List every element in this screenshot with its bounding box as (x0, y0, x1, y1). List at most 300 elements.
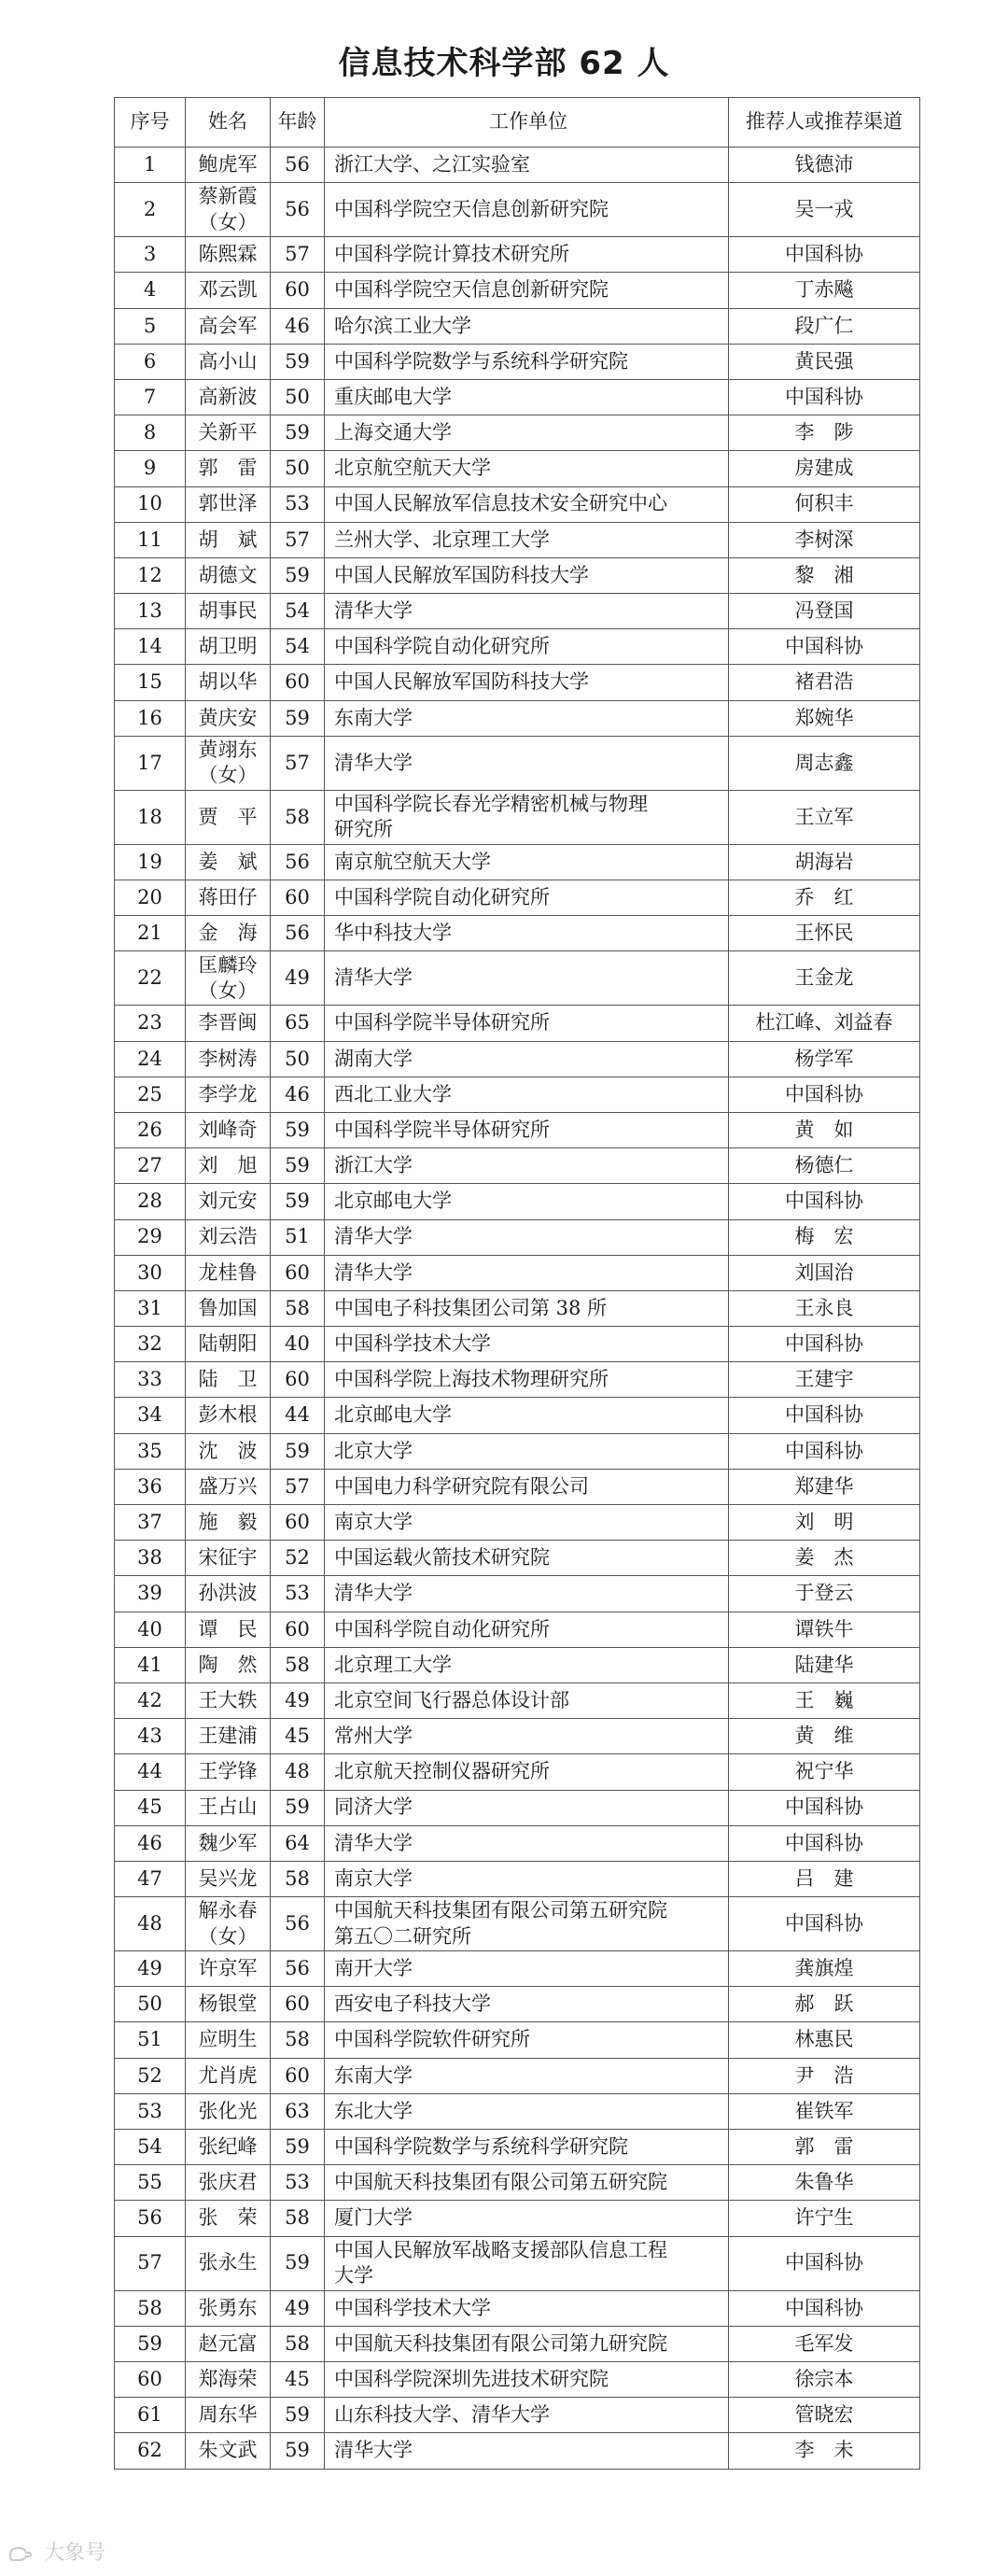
row-serial-number: 58 (115, 2290, 186, 2326)
table-row (115, 379, 920, 415)
row-serial-number: 13 (115, 594, 186, 629)
row-work-unit: 东南大学 (325, 2058, 729, 2093)
row-name: 邓云凯 (186, 273, 271, 308)
row-serial-number: 45 (115, 1790, 186, 1825)
row-name: 李树涛 (186, 1041, 271, 1077)
row-name: 刘峰奇 (186, 1112, 271, 1147)
row-work-unit: 厦门大学 (325, 2201, 729, 2236)
row-serial-number: 53 (115, 2093, 186, 2129)
row-serial-number: 35 (115, 1433, 186, 1469)
table-row (115, 629, 920, 665)
row-work-unit: 中国人民解放军国防科技大学 (325, 557, 729, 593)
row-name: 许京军 (186, 1951, 271, 1987)
row-serial-number: 12 (115, 557, 186, 593)
table-row (115, 148, 920, 183)
row-name: 孙洪波 (186, 1576, 271, 1612)
row-recommender: 褚君浩 (729, 665, 920, 700)
row-work-unit: 东南大学 (325, 700, 729, 736)
row-age: 45 (271, 1719, 325, 1754)
row-age: 57 (271, 237, 325, 273)
row-work-unit: 北京航天控制仪器研究所 (325, 1754, 729, 1790)
row-age: 54 (271, 594, 325, 629)
row-age: 59 (271, 1148, 325, 1184)
row-age: 49 (271, 951, 325, 1006)
row-name: 蔡新霞 （女） (186, 183, 271, 237)
row-age: 58 (271, 1290, 325, 1326)
row-recommender: 郝 跃 (729, 1987, 920, 2022)
row-name: 刘元安 (186, 1184, 271, 1219)
row-name: 贾 平 (186, 790, 271, 844)
row-name: 刘 旭 (186, 1148, 271, 1184)
row-work-unit: 中国科学院深圳先进技术研究院 (325, 2361, 729, 2397)
row-age: 58 (271, 1647, 325, 1682)
table-row (115, 2290, 920, 2326)
row-name: 王占山 (186, 1790, 271, 1825)
row-name: 解永春 （女） (186, 1897, 271, 1951)
row-recommender: 尹 浩 (729, 2058, 920, 2093)
row-recommender: 李树深 (729, 522, 920, 557)
row-name: 张永生 (186, 2236, 271, 2290)
table-row (115, 415, 920, 451)
row-name: 龙桂鲁 (186, 1255, 271, 1290)
row-serial-number: 54 (115, 2130, 186, 2165)
row-serial-number: 8 (115, 415, 186, 451)
row-recommender: 杜江峰、刘益春 (729, 1006, 920, 1041)
row-age: 49 (271, 2290, 325, 2326)
row-work-unit: 中国运载火箭技术研究院 (325, 1541, 729, 1576)
row-work-unit: 北京邮电大学 (325, 1184, 729, 1219)
header-age: 年龄 (271, 98, 325, 148)
row-recommender: 龚旗煌 (729, 1951, 920, 1987)
row-age: 60 (271, 665, 325, 700)
row-recommender: 中国科协 (729, 1327, 920, 1362)
row-name: 尤肖虎 (186, 2058, 271, 2093)
row-serial-number: 40 (115, 1612, 186, 1647)
row-serial-number: 29 (115, 1219, 186, 1255)
table-row (115, 844, 920, 880)
row-age: 60 (271, 1505, 325, 1541)
row-recommender: 梅 宏 (729, 1219, 920, 1255)
row-recommender: 中国科协 (729, 1897, 920, 1951)
row-age: 59 (271, 2398, 325, 2433)
row-serial-number: 39 (115, 1576, 186, 1612)
row-recommender: 毛军发 (729, 2326, 920, 2361)
row-serial-number: 16 (115, 700, 186, 736)
row-age: 46 (271, 1077, 325, 1112)
table-row (115, 237, 920, 273)
row-work-unit: 北京航空航天大学 (325, 451, 729, 486)
row-recommender: 王怀民 (729, 916, 920, 951)
row-work-unit: 北京空间飞行器总体设计部 (325, 1682, 729, 1718)
row-recommender: 姜 杰 (729, 1541, 920, 1576)
row-work-unit: 南京大学 (325, 1505, 729, 1541)
row-age: 60 (271, 2058, 325, 2093)
row-age: 57 (271, 736, 325, 790)
row-serial-number: 50 (115, 1987, 186, 2022)
table-row (115, 183, 920, 237)
row-work-unit: 常州大学 (325, 1719, 729, 1754)
row-recommender: 朱鲁华 (729, 2165, 920, 2201)
row-age: 58 (271, 1861, 325, 1896)
row-work-unit: 重庆邮电大学 (325, 379, 729, 415)
row-recommender: 中国科协 (729, 1398, 920, 1433)
row-name: 王学锋 (186, 1754, 271, 1790)
row-serial-number: 21 (115, 916, 186, 951)
row-age: 57 (271, 1469, 325, 1504)
row-serial-number: 61 (115, 2398, 186, 2433)
row-work-unit: 中国电力科学研究院有限公司 (325, 1469, 729, 1504)
row-name: 吴兴龙 (186, 1861, 271, 1896)
row-age: 64 (271, 1825, 325, 1861)
table-row (115, 1041, 920, 1077)
row-serial-number: 33 (115, 1362, 186, 1398)
row-name: 盛万兴 (186, 1469, 271, 1504)
row-work-unit: 西北工业大学 (325, 1077, 729, 1112)
row-serial-number: 22 (115, 951, 186, 1006)
row-recommender: 王建宇 (729, 1362, 920, 1398)
row-recommender: 王立军 (729, 790, 920, 844)
row-work-unit: 中国科学院长春光学精密机械与物理 研究所 (325, 790, 729, 844)
table-row (115, 2398, 920, 2433)
row-age: 56 (271, 916, 325, 951)
table-row (115, 2130, 920, 2165)
row-name: 陈熙霖 (186, 237, 271, 273)
row-recommender: 中国科协 (729, 629, 920, 665)
row-age: 60 (271, 1612, 325, 1647)
row-serial-number: 51 (115, 2022, 186, 2058)
row-work-unit: 浙江大学、之江实验室 (325, 148, 729, 183)
row-serial-number: 1 (115, 148, 186, 183)
row-age: 49 (271, 1682, 325, 1718)
table-row (115, 2361, 920, 2397)
table-row (115, 522, 920, 557)
row-serial-number: 20 (115, 880, 186, 916)
table-row (115, 1719, 920, 1754)
row-work-unit: 中国人民解放军信息技术安全研究中心 (325, 486, 729, 522)
row-serial-number: 10 (115, 486, 186, 522)
row-age: 53 (271, 1576, 325, 1612)
elephant-logo-icon (7, 2543, 34, 2564)
row-recommender: 王永良 (729, 1290, 920, 1326)
row-work-unit: 中国电子科技集团公司第 38 所 (325, 1290, 729, 1326)
row-work-unit: 南京大学 (325, 1861, 729, 1896)
row-recommender: 祝宁华 (729, 1754, 920, 1790)
row-work-unit: 中国科学院自动化研究所 (325, 1612, 729, 1647)
row-work-unit: 北京邮电大学 (325, 1398, 729, 1433)
table-row (115, 2093, 920, 2129)
row-work-unit: 中国人民解放军国防科技大学 (325, 665, 729, 700)
row-recommender: 黎 湘 (729, 557, 920, 593)
row-serial-number: 4 (115, 273, 186, 308)
row-work-unit: 中国科学院半导体研究所 (325, 1006, 729, 1041)
table-row (115, 2201, 920, 2236)
row-age: 59 (271, 344, 325, 379)
row-age: 52 (271, 1541, 325, 1576)
row-age: 59 (271, 2433, 325, 2469)
row-name: 鲍虎军 (186, 148, 271, 183)
row-serial-number: 37 (115, 1505, 186, 1541)
row-age: 50 (271, 451, 325, 486)
row-name: 张纪峰 (186, 2130, 271, 2165)
row-serial-number: 5 (115, 308, 186, 344)
table-row (115, 1148, 920, 1184)
row-recommender: 中国科协 (729, 1825, 920, 1861)
row-name: 张 荣 (186, 2201, 271, 2236)
row-serial-number: 59 (115, 2326, 186, 2361)
row-serial-number: 47 (115, 1861, 186, 1896)
row-serial-number: 19 (115, 844, 186, 880)
table-row (115, 1647, 920, 1682)
table-row (115, 273, 920, 308)
row-name: 高小山 (186, 344, 271, 379)
row-serial-number: 52 (115, 2058, 186, 2093)
row-name: 朱文武 (186, 2433, 271, 2469)
row-serial-number: 49 (115, 1951, 186, 1987)
row-age: 59 (271, 700, 325, 736)
row-name: 沈 波 (186, 1433, 271, 1469)
row-age: 65 (271, 1006, 325, 1041)
row-recommender: 郑建华 (729, 1469, 920, 1504)
row-age: 59 (271, 1433, 325, 1469)
table-row (115, 344, 920, 379)
row-serial-number: 7 (115, 379, 186, 415)
row-serial-number: 25 (115, 1077, 186, 1112)
row-work-unit: 中国科学院自动化研究所 (325, 880, 729, 916)
row-work-unit: 中国科学技术大学 (325, 2290, 729, 2326)
row-work-unit: 湖南大学 (325, 1041, 729, 1077)
header-recommender: 推荐人或推荐渠道 (729, 98, 920, 148)
row-name: 高新波 (186, 379, 271, 415)
row-name: 张勇东 (186, 2290, 271, 2326)
row-recommender: 黄民强 (729, 344, 920, 379)
table-row (115, 700, 920, 736)
row-work-unit: 兰州大学、北京理工大学 (325, 522, 729, 557)
row-recommender: 吕 建 (729, 1861, 920, 1896)
row-name: 赵元富 (186, 2326, 271, 2361)
row-work-unit: 中国科学院数学与系统科学研究院 (325, 344, 729, 379)
row-recommender: 段广仁 (729, 308, 920, 344)
table-row (115, 1825, 920, 1861)
row-work-unit: 南开大学 (325, 1951, 729, 1987)
table-row (115, 557, 920, 593)
row-serial-number: 24 (115, 1041, 186, 1077)
watermark (7, 2537, 105, 2566)
row-work-unit: 清华大学 (325, 1255, 729, 1290)
row-recommender: 郑婉华 (729, 700, 920, 736)
table-row (115, 2326, 920, 2361)
row-name: 王大轶 (186, 1682, 271, 1718)
row-serial-number: 11 (115, 522, 186, 557)
row-age: 59 (271, 1790, 325, 1825)
row-serial-number: 14 (115, 629, 186, 665)
row-age: 40 (271, 1327, 325, 1362)
row-serial-number: 30 (115, 1255, 186, 1290)
row-work-unit: 清华大学 (325, 594, 729, 629)
row-serial-number: 17 (115, 736, 186, 790)
row-recommender: 崔铁军 (729, 2093, 920, 2129)
page-title: 信息技术科学部 62 人 (338, 45, 670, 82)
row-work-unit: 南京航空航天大学 (325, 844, 729, 880)
table-row (115, 1184, 920, 1219)
row-work-unit: 北京理工大学 (325, 1647, 729, 1682)
row-serial-number: 15 (115, 665, 186, 700)
row-name: 应明生 (186, 2022, 271, 2058)
row-name: 胡卫明 (186, 629, 271, 665)
row-work-unit: 清华大学 (325, 2433, 729, 2469)
table-row (115, 1612, 920, 1647)
row-age: 58 (271, 2201, 325, 2236)
row-serial-number: 34 (115, 1398, 186, 1433)
row-recommender: 李 陟 (729, 415, 920, 451)
table-row (115, 2236, 920, 2290)
row-age: 56 (271, 148, 325, 183)
row-serial-number: 44 (115, 1754, 186, 1790)
row-name: 谭 民 (186, 1612, 271, 1647)
row-age: 46 (271, 308, 325, 344)
table-row (115, 1790, 920, 1825)
row-recommender: 中国科协 (729, 2290, 920, 2326)
row-recommender: 黄 维 (729, 1719, 920, 1754)
row-serial-number: 41 (115, 1647, 186, 1682)
row-work-unit: 中国航天科技集团有限公司第九研究院 (325, 2326, 729, 2361)
row-age: 56 (271, 1951, 325, 1987)
row-age: 59 (271, 2236, 325, 2290)
row-recommender: 中国科协 (729, 237, 920, 273)
row-name: 李晋闽 (186, 1006, 271, 1041)
table-row (115, 1255, 920, 1290)
row-recommender: 中国科协 (729, 2236, 920, 2290)
table-row (115, 2433, 920, 2469)
row-serial-number: 48 (115, 1897, 186, 1951)
row-name: 施 毅 (186, 1505, 271, 1541)
row-serial-number: 26 (115, 1112, 186, 1147)
table-row (115, 486, 920, 522)
row-age: 53 (271, 2165, 325, 2201)
row-name: 蒋田仔 (186, 880, 271, 916)
table-row (115, 1327, 920, 1362)
row-age: 58 (271, 2326, 325, 2361)
table-row (115, 1951, 920, 1987)
row-recommender: 郭 雷 (729, 2130, 920, 2165)
table-row (115, 308, 920, 344)
row-serial-number: 55 (115, 2165, 186, 2201)
row-name: 金 海 (186, 916, 271, 951)
row-recommender: 于登云 (729, 1576, 920, 1612)
row-serial-number: 23 (115, 1006, 186, 1041)
row-serial-number: 42 (115, 1682, 186, 1718)
row-name: 胡以华 (186, 665, 271, 700)
row-name: 刘云浩 (186, 1219, 271, 1255)
row-work-unit: 中国科学院数学与系统科学研究院 (325, 2130, 729, 2165)
row-age: 44 (271, 1398, 325, 1433)
row-age: 51 (271, 1219, 325, 1255)
row-serial-number: 18 (115, 790, 186, 844)
row-work-unit: 中国航天科技集团有限公司第五研究院 (325, 2165, 729, 2201)
row-recommender: 冯登国 (729, 594, 920, 629)
row-age: 59 (271, 2130, 325, 2165)
row-age: 60 (271, 1987, 325, 2022)
row-age: 56 (271, 844, 325, 880)
table-row (115, 594, 920, 629)
row-serial-number: 38 (115, 1541, 186, 1576)
row-age: 56 (271, 183, 325, 237)
table-row (115, 1754, 920, 1790)
row-work-unit: 清华大学 (325, 951, 729, 1006)
row-age: 57 (271, 522, 325, 557)
row-age: 50 (271, 1041, 325, 1077)
row-name: 高会军 (186, 308, 271, 344)
row-recommender: 杨德仁 (729, 1148, 920, 1184)
row-recommender: 刘 明 (729, 1505, 920, 1541)
row-recommender: 管晓宏 (729, 2398, 920, 2433)
table-row (115, 1290, 920, 1326)
row-work-unit: 清华大学 (325, 1219, 729, 1255)
row-recommender: 中国科协 (729, 1790, 920, 1825)
row-work-unit: 东北大学 (325, 2093, 729, 2129)
row-name: 黄庆安 (186, 700, 271, 736)
row-recommender: 吴一戎 (729, 183, 920, 237)
table-row (115, 880, 920, 916)
row-serial-number: 6 (115, 344, 186, 379)
row-recommender: 房建成 (729, 451, 920, 486)
row-recommender: 中国科协 (729, 1077, 920, 1112)
table-header-row (115, 98, 920, 148)
row-age: 59 (271, 415, 325, 451)
row-recommender: 谭铁牛 (729, 1612, 920, 1647)
row-age: 60 (271, 1255, 325, 1290)
row-work-unit: 浙江大学 (325, 1148, 729, 1184)
row-recommender: 乔 红 (729, 880, 920, 916)
table-row (115, 2022, 920, 2058)
row-recommender: 杨学军 (729, 1041, 920, 1077)
row-recommender: 黄 如 (729, 1112, 920, 1147)
table-row (115, 2058, 920, 2093)
row-name: 魏少军 (186, 1825, 271, 1861)
row-work-unit: 清华大学 (325, 1825, 729, 1861)
row-work-unit: 中国科学院自动化研究所 (325, 629, 729, 665)
row-name: 胡事民 (186, 594, 271, 629)
row-recommender: 王金龙 (729, 951, 920, 1006)
row-recommender: 中国科协 (729, 379, 920, 415)
table-row (115, 1505, 920, 1541)
row-name: 张化光 (186, 2093, 271, 2129)
header-serial-number: 序号 (115, 98, 186, 148)
row-recommender: 胡海岩 (729, 844, 920, 880)
row-work-unit: 清华大学 (325, 736, 729, 790)
row-serial-number: 27 (115, 1148, 186, 1184)
row-age: 56 (271, 1897, 325, 1951)
row-recommender: 林惠民 (729, 2022, 920, 2058)
row-name: 郑海荣 (186, 2361, 271, 2397)
row-work-unit: 中国人民解放军战略支援部队信息工程 大学 (325, 2236, 729, 2290)
header-work-unit: 工作单位 (325, 98, 729, 148)
table-row (115, 790, 920, 844)
row-age: 45 (271, 2361, 325, 2397)
row-serial-number: 62 (115, 2433, 186, 2469)
table-row (115, 1112, 920, 1147)
table-row (115, 1433, 920, 1469)
table-row (115, 1469, 920, 1504)
row-recommender: 李 未 (729, 2433, 920, 2469)
table-row (115, 1219, 920, 1255)
row-work-unit: 中国航天科技集团有限公司第五研究院 第五〇二研究所 (325, 1897, 729, 1951)
table-row (115, 451, 920, 486)
row-recommender: 许宁生 (729, 2201, 920, 2236)
row-age: 58 (271, 2022, 325, 2058)
row-work-unit: 中国科学技术大学 (325, 1327, 729, 1362)
row-serial-number: 32 (115, 1327, 186, 1362)
row-recommender: 中国科协 (729, 1433, 920, 1469)
